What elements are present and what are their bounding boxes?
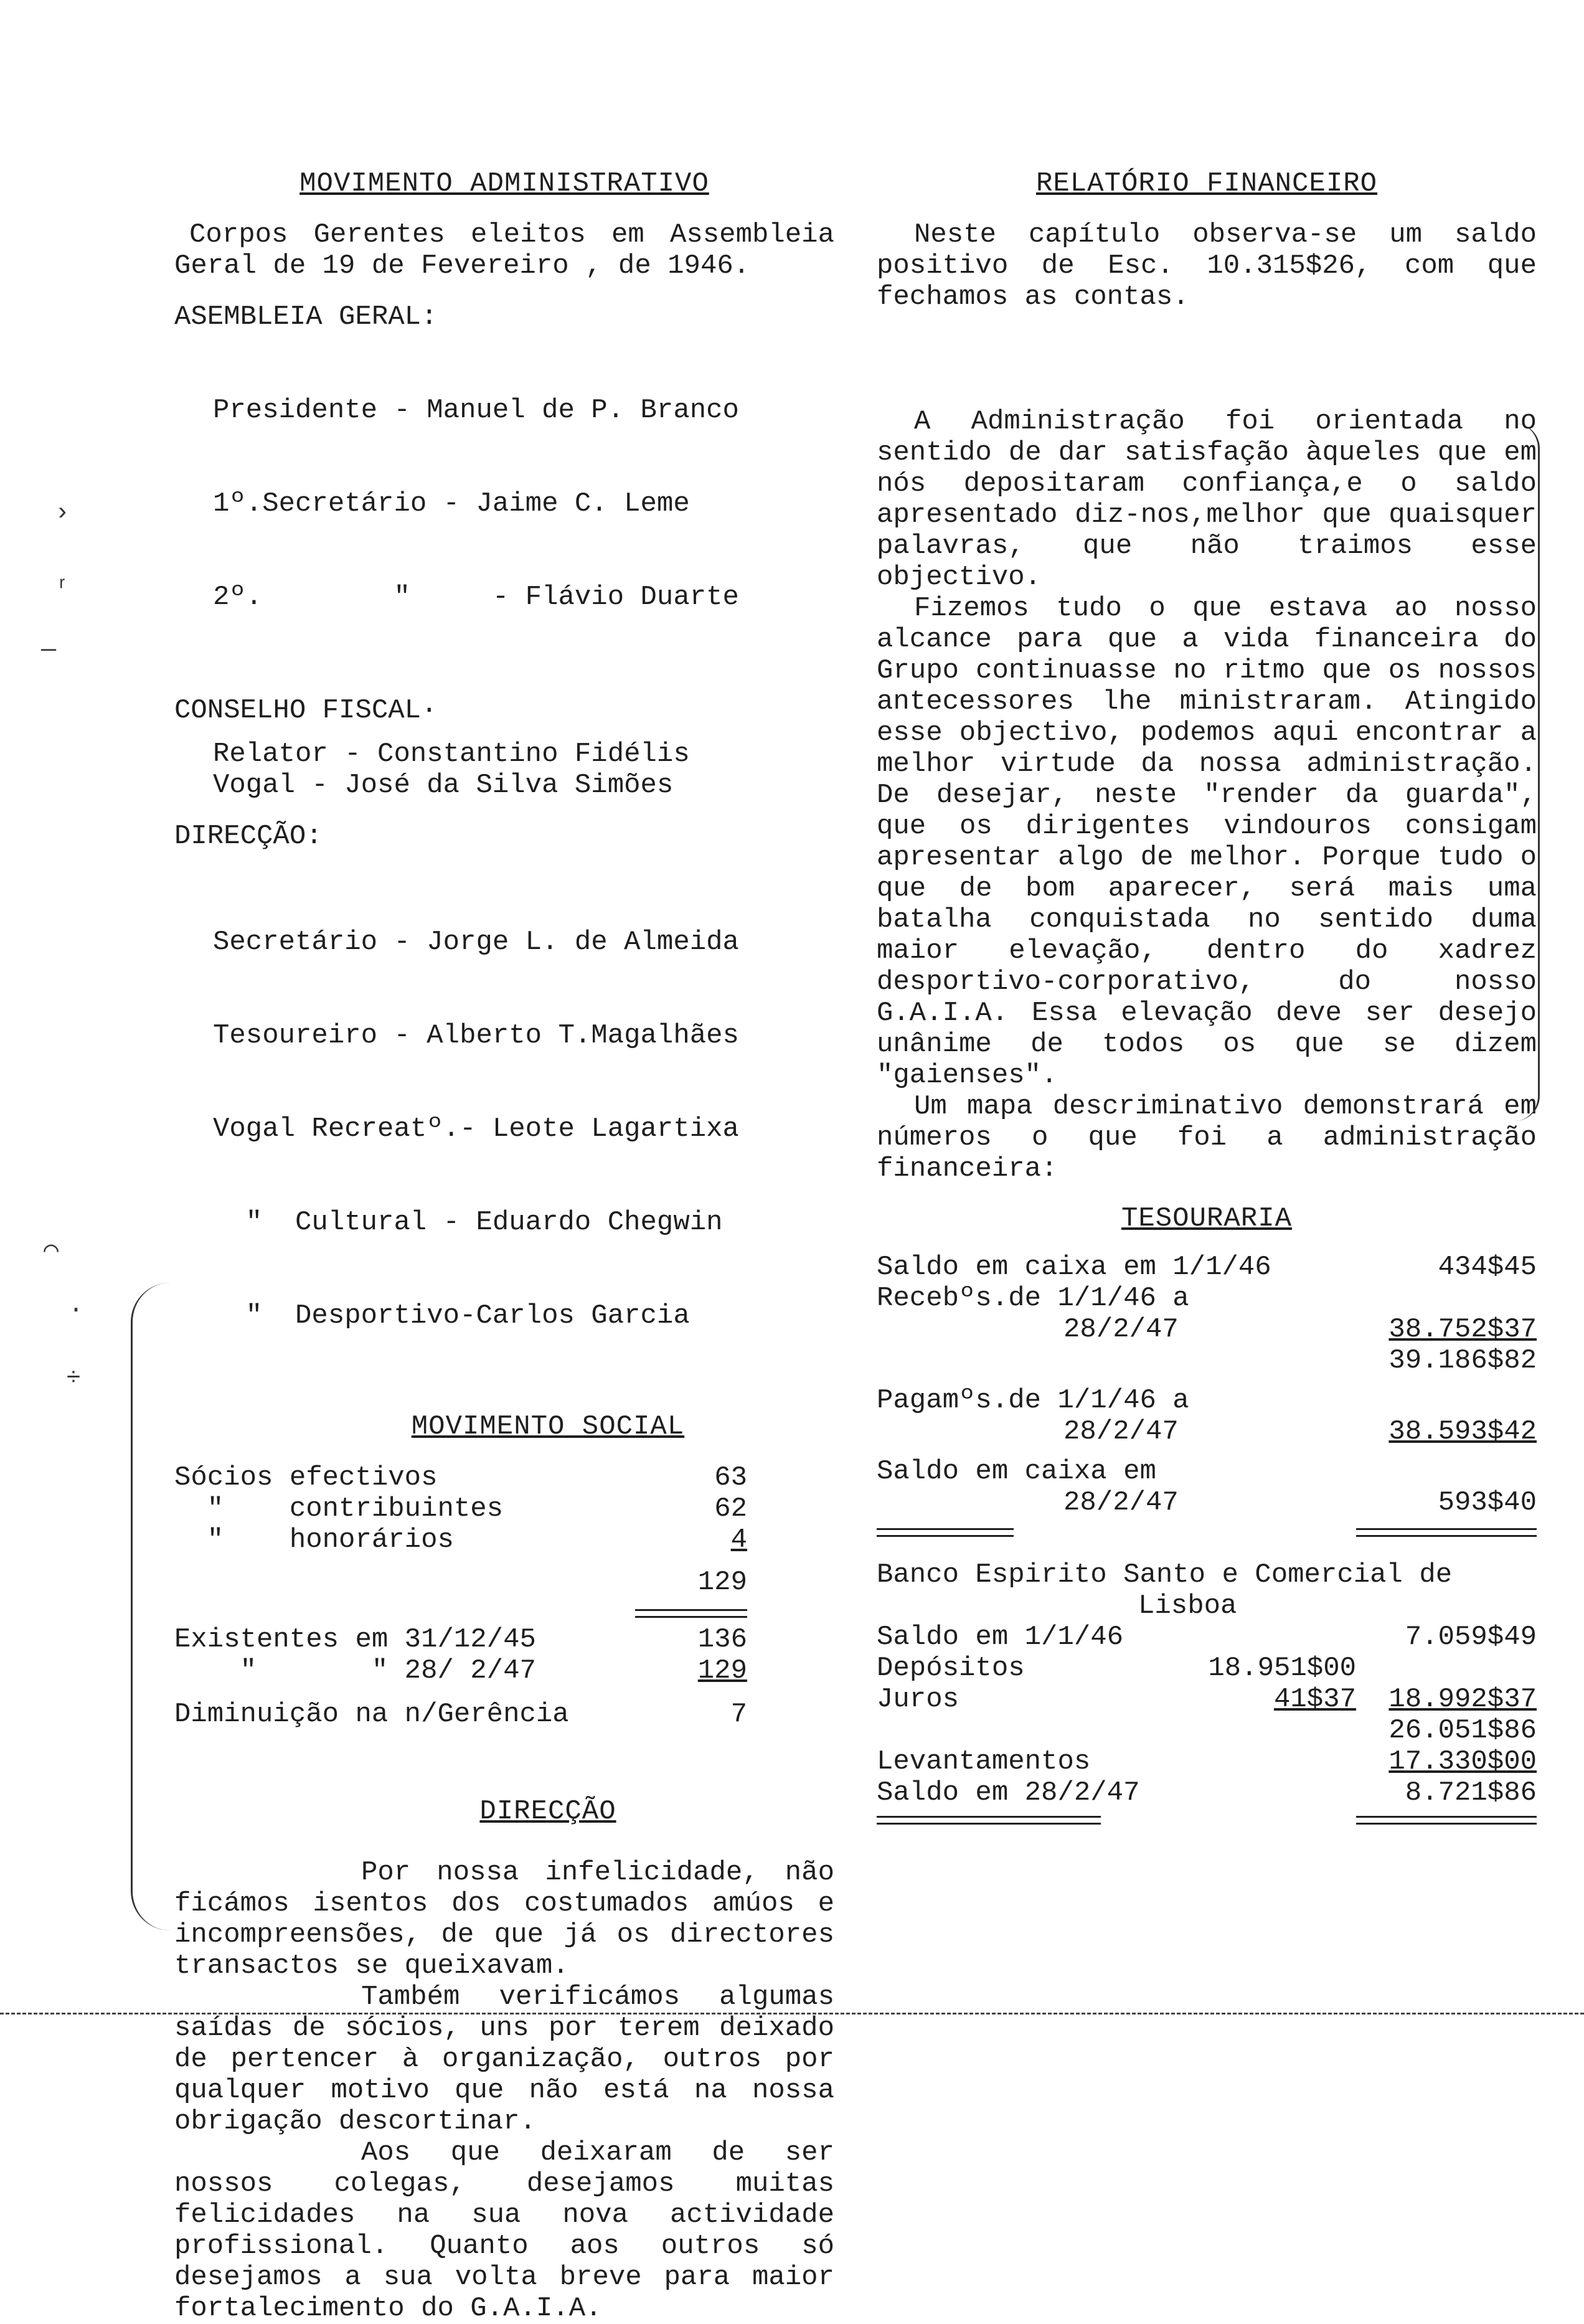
margin-mark: ʳ bbox=[55, 574, 70, 602]
margin-mark: › bbox=[55, 499, 70, 527]
total-rule bbox=[174, 1609, 747, 1618]
left-column bbox=[174, 168, 834, 2324]
fin-paragraph: A Administração foi orientada no sentido de dar satisfação àqueles que em nós depositaram confiança,e o saldo apresentado diz-nos,melhor que quaisquer palavras, que não traimos esse objectivo. bbox=[877, 406, 1537, 593]
tesouraria-value: 593$40 bbox=[1438, 1487, 1537, 1518]
socios-total-row bbox=[174, 1567, 747, 1598]
direccao-paragraph: Também verificámos algumas saídas de sócios, uns por terem deixado de pertencer à organização, outros por qualquer motivo que não está na nossa obrigação descortinar. bbox=[174, 1982, 834, 2137]
margin-mark: ⌒ bbox=[44, 1237, 59, 1265]
direccao-list bbox=[174, 864, 834, 1394]
banco-rule bbox=[877, 1816, 1537, 1825]
socios-label: Sócios efectivos bbox=[174, 1462, 438, 1493]
fin-paragraph: Fizemos tudo o que estava ao nosso alcance para que a vida financeira do Grupo continuasse no ritmo que os nossos antecessores lhe ministraram. Atingido esse objectivo, podemos aqui encontrar a melhor virtude da nossa administração. De desejar, neste "render da guarda", que os dirigentes vindouros consigam apresentar algo de melhor. Porque tudo o que de bom aparecer, será mais uma batalha conquistada no sentido duma maior elevação, dentro do xadrez desportivo-corporativo, do nosso G.A.I.A. Essa elevação deve ser desejo unânime de todos os que se dizem "gaienses". bbox=[877, 593, 1537, 1091]
direccao-line: Vogal Recreatº.- Leote Lagartixa bbox=[213, 1113, 739, 1145]
assembleia-title: ASEMBLEIA GERAL: bbox=[174, 301, 438, 333]
socios-value: 62 bbox=[714, 1493, 747, 1524]
tesouraria-label: Recebºs.de 1/1/46 a bbox=[877, 1283, 1189, 1314]
conselho-line: Relator - Constantino Fidélis bbox=[213, 739, 690, 770]
fin-paragraph: Um mapa descriminativo demonstrará em números o que foi a administração financeira: bbox=[877, 1091, 1537, 1184]
banco-label: Levantamentos bbox=[877, 1746, 1091, 1777]
tesouraria-value: 39.186$82 bbox=[1388, 1345, 1537, 1376]
tesouraria-row bbox=[877, 1487, 1537, 1518]
conselho-title: CONSELHO FISCAL· bbox=[174, 695, 438, 726]
socios-total: 129 bbox=[697, 1567, 747, 1598]
tesouraria-rule bbox=[877, 1528, 1537, 1537]
assembleia-list bbox=[174, 333, 834, 675]
tesouraria-label: 28/2/47 bbox=[1063, 1314, 1179, 1345]
right-column bbox=[877, 168, 1537, 1825]
tesouraria-row bbox=[877, 1345, 1537, 1376]
banco-row bbox=[877, 1715, 1537, 1746]
tesouraria-label: Saldo em caixa em bbox=[877, 1456, 1156, 1487]
conselho-list bbox=[174, 739, 834, 801]
banco-row bbox=[877, 1653, 1537, 1684]
existentes-value: 129 bbox=[697, 1655, 747, 1686]
banco-title: Banco Espirito Santo e Comercial de bbox=[877, 1559, 1453, 1590]
banco-row bbox=[877, 1622, 1537, 1653]
socios-value: 63 bbox=[714, 1462, 747, 1493]
direccao-line: Secretário - Jorge L. de Almeida bbox=[213, 927, 739, 958]
banco-value: 17.330$00 bbox=[1388, 1746, 1537, 1777]
direccao-title: DIRECÇÃO: bbox=[174, 821, 323, 852]
tesouraria-value: 38.593$42 bbox=[1388, 1416, 1537, 1447]
assembleia-line: Presidente - Manuel de P. Branco bbox=[213, 395, 739, 426]
socios-value: 4 bbox=[730, 1524, 747, 1556]
socios-row bbox=[174, 1462, 747, 1493]
tesouraria-label: Saldo em caixa em 1/1/46 bbox=[877, 1252, 1271, 1283]
banco-value: 18.951$00 bbox=[1208, 1653, 1356, 1684]
socios-label: " contribuintes bbox=[174, 1493, 504, 1524]
banco-value: 8.721$86 bbox=[1405, 1777, 1537, 1808]
admin-heading: MOVIMENTO ADMINISTRATIVO bbox=[299, 168, 709, 199]
diminuicao-label: Diminuição na n/Gerência bbox=[174, 1699, 569, 1730]
direccao-line: " Cultural - Eduardo Chegwin bbox=[213, 1207, 723, 1238]
banco-row bbox=[877, 1777, 1537, 1808]
banco-value: 26.051$86 bbox=[1388, 1715, 1537, 1746]
banco-table bbox=[877, 1559, 1537, 1825]
banco-row bbox=[877, 1746, 1537, 1777]
tesouraria-heading: TESOURARIA bbox=[1121, 1203, 1293, 1234]
admin-intro: Corpos Gerentes eleitos em Assembleia Geral de 19 de Fevereiro , de 1946. bbox=[174, 219, 834, 281]
assembleia-line: 2º. " - Flávio Duarte bbox=[213, 582, 739, 613]
margin-mark: · bbox=[68, 1297, 84, 1325]
assembleia-line: 1º.Secretário - Jaime C. Leme bbox=[213, 488, 690, 519]
tesouraria-value: 38.752$37 bbox=[1388, 1314, 1537, 1345]
direccao-paragraph: Por nossa infelicidade, não ficámos isentos dos costumados amúos e incompreensões, de que já os directores transactos se queixavam. bbox=[174, 1857, 834, 1982]
existentes-value: 136 bbox=[697, 1624, 747, 1655]
tesouraria-label: 28/2/47 bbox=[1063, 1487, 1179, 1518]
tesouraria-label: 28/2/47 bbox=[1063, 1416, 1179, 1447]
tesouraria-label: Pagamºs.de 1/1/46 a bbox=[877, 1385, 1189, 1416]
socios-label: " honorários bbox=[174, 1524, 454, 1556]
socios-row bbox=[174, 1524, 747, 1556]
hand-drawn-bracket bbox=[1513, 423, 1540, 1121]
tesouraria-row bbox=[877, 1283, 1537, 1314]
direccao-line: " Desportivo-Carlos Garcia bbox=[213, 1300, 690, 1331]
conselho-line: Vogal - José da Silva Simões bbox=[213, 770, 674, 801]
banco-value: 18.992$37 bbox=[1388, 1684, 1537, 1715]
tesouraria-row bbox=[877, 1385, 1537, 1416]
diminuicao-value: 7 bbox=[730, 1699, 747, 1730]
direccao-paragraph: Aos que deixaram de ser nossos colegas, desejamos muitas felicidades na sua nova actividade profissional. Quanto aos outros só desejamos a sua volta breve para maior fortalecimento do G.A.I.A. bbox=[174, 2137, 834, 2324]
existentes-label: " " 28/ 2/47 bbox=[174, 1655, 536, 1686]
existentes-row bbox=[174, 1624, 747, 1655]
tesouraria-row bbox=[877, 1314, 1537, 1345]
margin-mark: — bbox=[41, 636, 57, 664]
socios-row bbox=[174, 1493, 747, 1524]
banco-label: Saldo em 28/2/47 bbox=[877, 1777, 1140, 1808]
fin-intro: Neste capítulo observa-se um saldo positivo de Esc. 10.315$26, com que fechamos as contas. bbox=[877, 219, 1537, 313]
page-bottom-rule bbox=[0, 2013, 1584, 2015]
banco-value: 7.059$49 bbox=[1405, 1622, 1537, 1653]
fin-heading: RELATÓRIO FINANCEIRO bbox=[1035, 168, 1378, 199]
banco-label: Saldo em 1/1/46 bbox=[877, 1622, 1124, 1653]
socios-table bbox=[174, 1462, 747, 1730]
banco-row bbox=[877, 1684, 1537, 1715]
tesouraria-value: 434$45 bbox=[1438, 1252, 1537, 1283]
existentes-label: Existentes em 31/12/45 bbox=[174, 1624, 536, 1655]
margin-mark: ÷ bbox=[66, 1365, 82, 1393]
banco-label: Depósitos bbox=[877, 1653, 1025, 1684]
tesouraria-row bbox=[877, 1456, 1537, 1487]
hand-drawn-bracket bbox=[131, 1283, 170, 1930]
direccao-heading: DIRECÇÃO bbox=[479, 1796, 616, 1827]
diminuicao-row bbox=[174, 1699, 747, 1730]
banco-value: 41$37 bbox=[1273, 1684, 1356, 1715]
direccao-line: Tesoureiro - Alberto T.Magalhães bbox=[213, 1020, 739, 1051]
tesouraria-table bbox=[877, 1252, 1537, 1537]
social-heading: MOVIMENTO SOCIAL bbox=[411, 1411, 685, 1442]
existentes-row bbox=[174, 1655, 747, 1686]
tesouraria-row bbox=[877, 1252, 1537, 1283]
banco-title: Lisboa bbox=[1138, 1590, 1237, 1622]
tesouraria-row bbox=[877, 1416, 1537, 1447]
direccao-text bbox=[174, 1857, 834, 2324]
banco-label: Juros bbox=[877, 1684, 959, 1715]
